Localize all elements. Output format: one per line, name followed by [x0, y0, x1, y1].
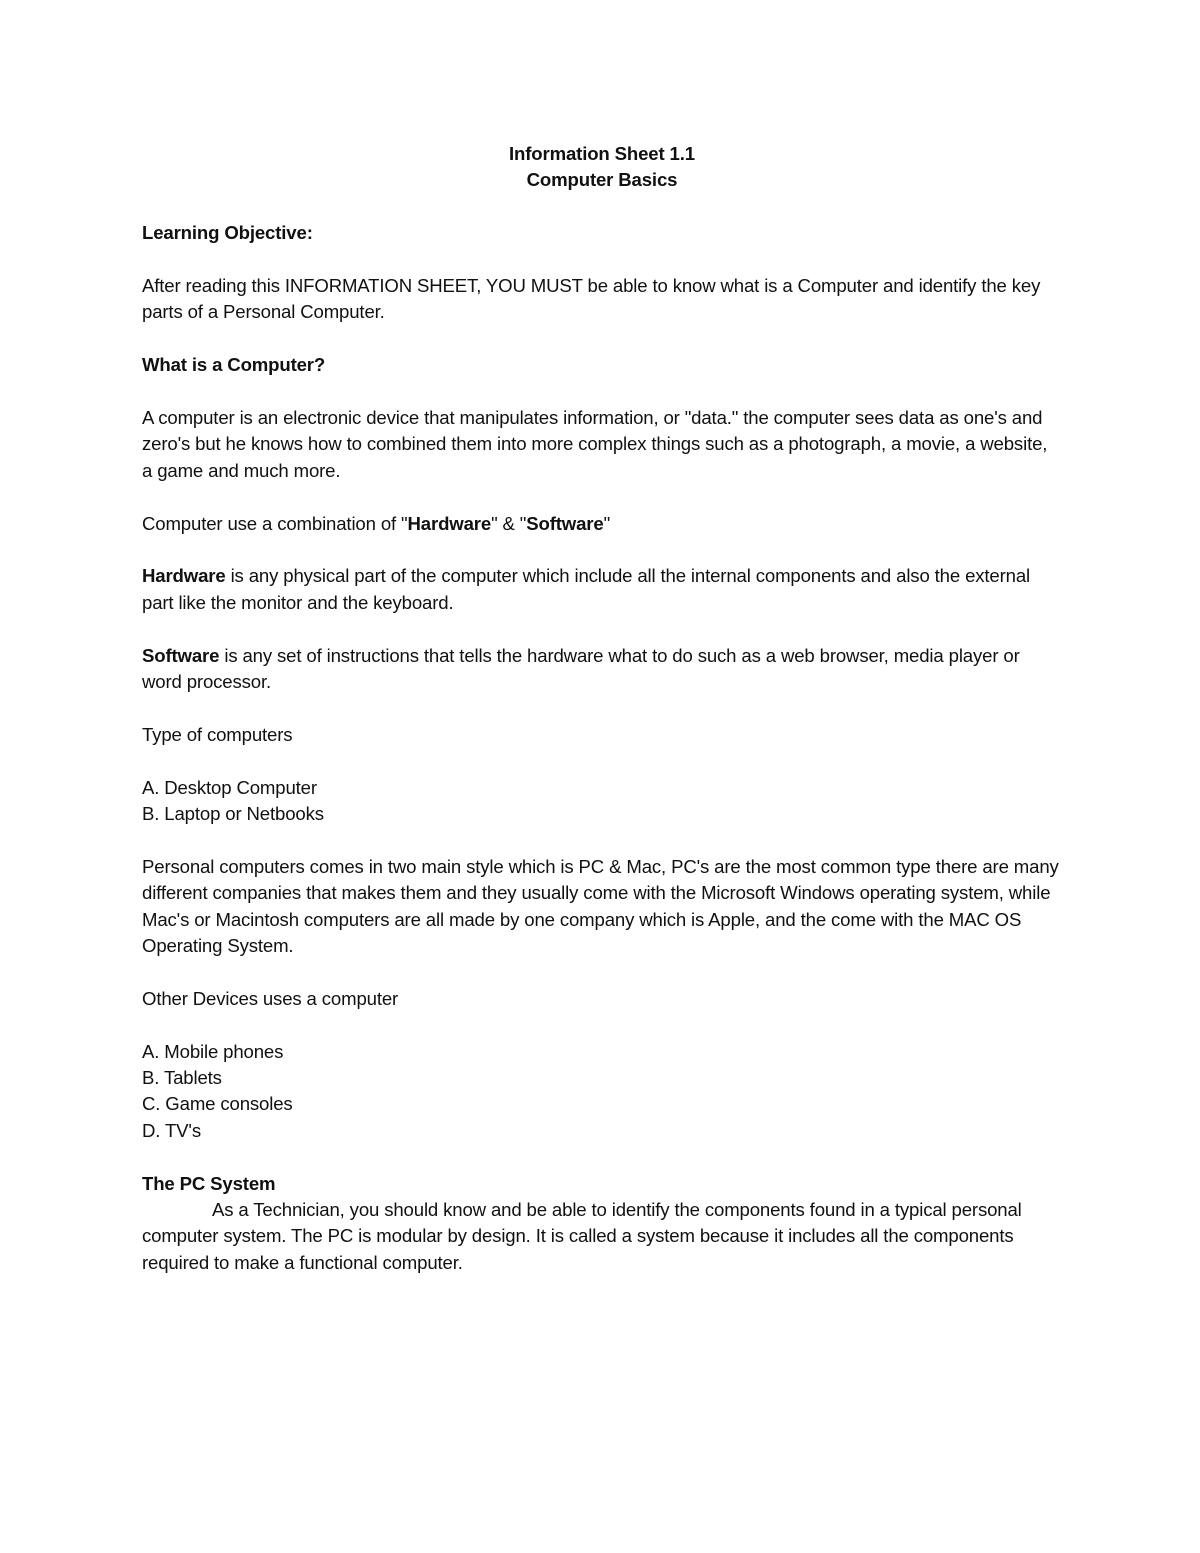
- list-item: A. Mobile phones: [142, 1040, 284, 1062]
- combination-hardware: Hardware: [407, 512, 492, 534]
- list-item: B. Laptop or Netbooks: [142, 803, 324, 825]
- objective-text: After reading this INFORMATION SHEET, YOU MUST be able to know what is a Computer and identify the key parts of a Personal Computer.: [142, 275, 1041, 323]
- other-devices-heading: Other Devices uses a computer: [142, 987, 399, 1009]
- combination-software: Software: [526, 512, 604, 534]
- hardware-paragraph: [142, 563, 1062, 616]
- what-is-text: A computer is an electronic device that manipulates information, or "data." the computer sees data as one's and zero's but he knows how to combined them into more complex things such as a photograph, a movie, a website, a game and much more.: [142, 407, 1048, 481]
- software-text: is any set of instructions that tells the hardware what to do such as a web browser, media player or word processor.: [142, 644, 1020, 693]
- combination-prefix: Computer use a combination of ": [142, 512, 408, 534]
- what-is-heading: What is a Computer?: [142, 354, 326, 376]
- list-item: A. Desktop Computer: [142, 776, 317, 798]
- software-paragraph: [142, 643, 1062, 696]
- list-item: D. TV's: [142, 1119, 201, 1141]
- types-heading: Type of computers: [142, 723, 293, 745]
- list-item: B. Tablets: [142, 1067, 222, 1089]
- hardware-term: Hardware: [142, 565, 226, 587]
- list-item: C. Game consoles: [142, 1093, 293, 1115]
- page-title: Information Sheet 1.1: [509, 143, 695, 164]
- combination-line: [142, 511, 1062, 537]
- pc-system-heading: The PC System: [142, 1172, 276, 1194]
- document-content: [142, 141, 1062, 1276]
- software-term: Software: [142, 644, 220, 666]
- combination-suffix: ": [603, 512, 611, 534]
- hardware-text: is any physical part of the computer which include all the internal components and also the external part like the monitor and the keyboard.: [142, 565, 1031, 613]
- pc-system-text: As a Technician, you should know and be able to identify the components found in a typical personal computer system. The PC is modular by design. It is called a system because it includes all the components required to make a functional computer.: [142, 1199, 1022, 1273]
- combination-middle: " & ": [491, 512, 527, 534]
- page-subtitle: Computer Basics: [526, 169, 678, 191]
- pc-system-paragraph: [142, 1197, 1062, 1276]
- objective-heading: Learning Objective:: [142, 222, 313, 244]
- personal-computers-text: Personal computers comes in two main style which is PC & Mac, PC's are the most common type there are many different companies that makes them and they usually come with the Microsoft Windows operating system, while Mac's or Macintosh computers are all made by one company which is Apple, and the come with the MAC OS Operating System.: [142, 855, 1059, 957]
